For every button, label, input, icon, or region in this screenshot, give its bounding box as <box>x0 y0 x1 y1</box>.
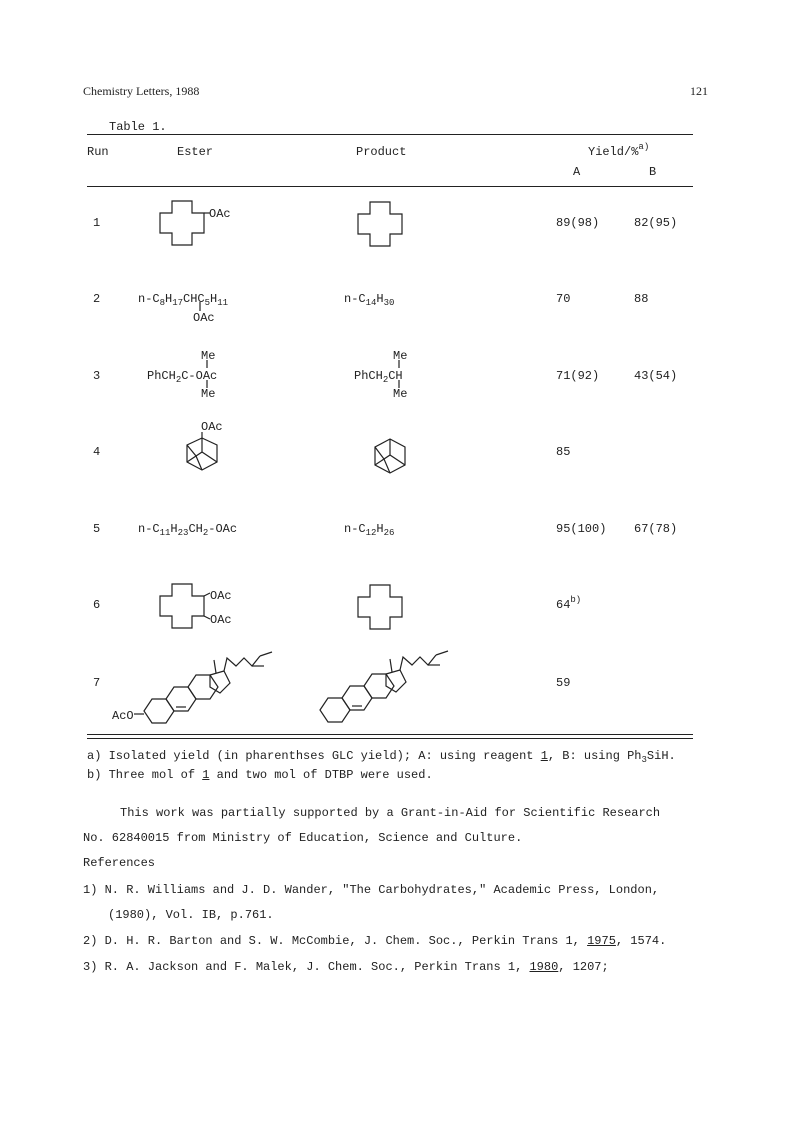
yield-a-cell: 59 <box>556 676 571 690</box>
product-formula: $n-C_{12}H_{26}$ <box>344 522 395 538</box>
yield-a-cell: 70 <box>556 292 571 306</box>
ester-substituent-label-1: OAc <box>210 589 232 603</box>
column-header-product: Product <box>356 145 407 159</box>
ester-substituent-label: OAc <box>201 420 223 434</box>
product-cyclododecane <box>356 584 406 630</box>
acknowledgment-line-2: No. 62840015 from Ministry of Education, Science and Culture. <box>83 831 523 845</box>
reference-2: 2) D. H. R. Barton and S. W. McCombie, J. Chem. Soc., Perkin Trans 1, 1975, 1574. <box>83 934 667 948</box>
reference-3: 3) R. A. Jackson and F. Malek, J. Chem. Soc., Perkin Trans 1, 1980, 1207; <box>83 960 609 974</box>
page-number: 121 <box>690 84 708 98</box>
ester-substituent-label: OAc <box>209 207 231 221</box>
reagent-ref: 1 <box>202 768 210 782</box>
table-header-rule <box>87 186 693 187</box>
ester-substituent-label: AcO <box>112 709 134 723</box>
ester-me-top: Me <box>201 349 216 363</box>
ester-substituent-label-2: OAc <box>210 613 232 627</box>
run-number: 5 <box>93 522 101 536</box>
yield-b-cell: 67(78) <box>634 522 678 536</box>
product-adamantane <box>369 437 411 479</box>
ester-formula: PhCH$_2$C-OAc <box>147 369 218 385</box>
yield-footnote-marker: a) <box>638 142 650 152</box>
yield-label: Yield/% <box>588 145 639 159</box>
run-number: 3 <box>93 369 101 383</box>
yield-a-cell: 85 <box>556 445 571 459</box>
run-number: 4 <box>93 445 101 459</box>
reference-1-line-1: 1) N. R. Williams and J. D. Wander, "The Carbohydrates," Academic Press, London, <box>83 883 660 897</box>
yield-b-cell: 82(95) <box>634 216 678 230</box>
column-header-b: B <box>649 165 657 179</box>
yield-a-cell: 71(92) <box>556 369 600 383</box>
product-cyclododecane <box>356 201 406 247</box>
ester-cholesteryl-acetate <box>132 650 277 725</box>
yield-b-cell: 88 <box>634 292 649 306</box>
column-header-a: A <box>573 165 581 179</box>
run-number: 1 <box>93 216 101 230</box>
table-bottom-rule-2 <box>87 738 693 739</box>
run-number: 2 <box>93 292 101 306</box>
product-me-bottom: Me <box>393 387 408 401</box>
ester-adamantyl-acetate <box>181 432 223 474</box>
journal-header: Chemistry Letters, 1988 <box>83 84 200 98</box>
product-cholestene <box>318 650 463 725</box>
yield-a-cell: 95(100) <box>556 522 607 536</box>
ester-oac-group: OAc <box>193 311 215 325</box>
footnote-a: a) Isolated yield (in pharenthses GLC yield); A: using reagent 1, B: using $Ph_3SiH$. <box>87 749 676 765</box>
ester-me-bottom: Me <box>201 387 216 401</box>
ester-formula: $n-C_{11}H_{23}CH_2$-OAc <box>138 522 238 538</box>
references-heading: References <box>83 856 156 870</box>
column-header-ester: Ester <box>177 145 214 159</box>
product-me-top: Me <box>393 349 408 363</box>
acknowledgment-line-1: This work was partially supported by a Grant-in-Aid for Scientific Research <box>120 806 661 820</box>
reference-1-line-2: (1980), Vol. IB, p.761. <box>108 908 274 922</box>
table-top-rule <box>87 134 693 135</box>
footnote-b: b) Three mol of 1 and two mol of DTBP were used. <box>87 768 433 782</box>
ester-formula: $n-C_8H_{17}CHC_5H_{11}$ <box>138 292 229 308</box>
column-header-yield <box>588 142 650 159</box>
run-number: 7 <box>93 676 101 690</box>
yield-a-cell: 89(98) <box>556 216 600 230</box>
footnote-marker-b: b) <box>570 595 582 605</box>
column-header-run: Run <box>87 145 109 159</box>
product-formula: $n-C_{14}H_{30}$ <box>344 292 395 308</box>
product-formula: PhCH$_2$CH <box>354 369 403 385</box>
yield-a-cell: 64$^{b)}$ <box>556 595 582 612</box>
reagent-ref: 1 <box>540 749 548 763</box>
run-number: 6 <box>93 598 101 612</box>
table-bottom-rule <box>87 734 693 735</box>
table-title: Table 1. <box>109 120 167 134</box>
yield-b-cell: 43(54) <box>634 369 678 383</box>
